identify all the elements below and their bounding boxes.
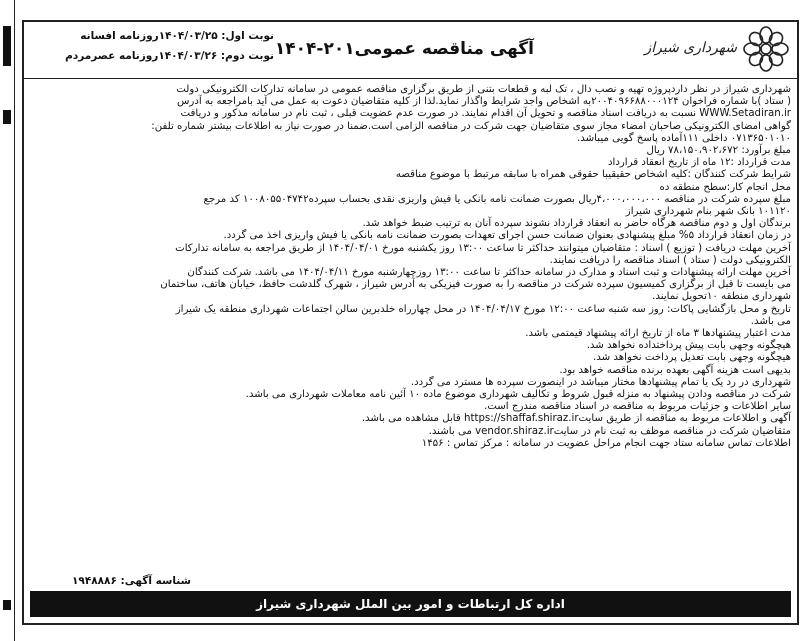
publication-turns <box>34 26 274 66</box>
body-line: شهرداری در رد یک یا تمام پیشنهادها مختار میباشد در اینصورت سپرده ها مسترد می گردد. <box>410 376 791 388</box>
body-line: برندگان اول و دوم مناقصه هرگاه حاضر به انعقاد قرارداد نشوند سپرده آنان به ترتیب ضبط خواهد شد. <box>362 218 791 230</box>
body-line: سایر اطلاعات و جزئیات مربوط به مناقصه در اسناد مناقصه مندرج است. <box>484 401 791 413</box>
body-line: الکترونیکی دولت ( ستاد ) اسناد مناقصه را دریافت نمایند. <box>549 254 791 266</box>
body-line: آخرین مهلت دریافت ( توزیع ) اسناد : متقاضیان میتوانند حداکثر تا ساعت ۱۳:۰۰ روز یکشنبه مورخ ۱۴۰۴/۰۴/۰۱ از طریق مراجعه به سامانه تدارکات <box>175 242 791 254</box>
body-line: آگهی و اطلاعات مربوط به مناقصه از طریق سایتhttps://shaffaf.shiraz.ir قابل مشاهده می باشد. <box>361 413 791 425</box>
edge-mark <box>3 600 11 610</box>
body-line: مدت اعتبار پیشنهادها ۳ ماه از تاریخ ارائه پیشنهاد قیمتمی باشد. <box>525 328 791 340</box>
body-line: می باشد. <box>750 315 791 327</box>
body-line: در زمان انعقاد قرارداد ۵% مبلغ پیشنهادی بعنوان ضمانت حسن اجرای تعهدات بصورت ضمانت نامه بانکی یا فیش واریزی اخذ می گردد. <box>223 230 791 242</box>
notice-number: شناسه آگهی: ۱۹۴۸۸۸۶ <box>72 575 191 587</box>
body-line: شهرداری منطقه ۱۰تحویل نمایند. <box>652 291 791 303</box>
edge-mark <box>3 26 11 66</box>
body-line: شرایط شرکت کنندگان :کلیه اشخاص حقیقیبا حقوقی همراه با سابقه مرتبط با موضوع مناقصه <box>395 169 791 181</box>
body-line: مبلغ سپرده شرکت در مناقصه ۴،۰۰۰،۰۰۰،۰۰۰ریال بصورت ضمانت نامه بانکی یا فیش واریزی نقدی بحساب سپرده۱۰۰۸۰۵۵۰۴۷۴۲ کد مرجع <box>203 193 791 205</box>
notice-header <box>24 22 797 79</box>
body-line: هیچگونه وجهی بابت تعدیل پرداخت نخواهد شد. <box>593 352 791 364</box>
body-line: مدت قرارداد :۱۲ ماه از تاریخ انعقاد قرارداد <box>607 157 791 169</box>
body-line: اطلاعات تماس سامانه ستاد جهت انجام مراحل عضویت در سامانه : مرکز تماس : ۱۴۵۶ <box>421 437 791 449</box>
logo-text: شهرداری شیراز <box>644 40 737 56</box>
body-line: ۱۰۱۱۲۰ بانک شهر بنام شهرداری شیراز <box>625 206 791 218</box>
page-edge-strip <box>0 0 15 641</box>
notice-title: آگهی مناقصه عمومی۲۰۱-۱۴۰۴ <box>274 39 534 59</box>
body-line: مبلغ برآورد: ۷۸،۱۵۰،۹۰۲،۶۷۲ ریال <box>646 145 791 157</box>
notice-body <box>30 84 791 450</box>
body-line: هیچگونه وجهی بابت پیش پرداختداده نخواهد شد. <box>586 340 791 352</box>
first-turn: نوبت اول: ۱۴۰۴/۰۳/۲۵روزنامه افسانه <box>80 30 274 42</box>
flower-emblem-icon <box>743 26 789 72</box>
body-line: ۰۷۱۳۶۵۰۱۰۱۰ داخلی ۱۱۱آماده پاسخ گویی میباشد. <box>577 132 791 144</box>
body-line: ( ستاد )با شماره فراخوان ۲۰۰۴۰۹۶۶۸۸۰۰۰۱۲۴به اشخاص واجد شرایط واگذار نماید.لذا از کلیه متقاضیان دعوت به عمل می آید بامراجعه به آدرس <box>176 96 791 108</box>
body-line: شهرداری شیراز در نظر داردپروژه تهیه و نصب دال ، تک لبه و قطعات بتنی از طریق برگزاری مناقصه عمومی در سامانه تدارکات الکترونیکی دولت <box>176 84 791 95</box>
body-line: بدیهی است هزینه آگهی بعهده برنده مناقصه خواهد بود. <box>559 364 791 376</box>
body-line: می بایست تا قبل از برگزاری کمیسیون سپرده شرکت در مناقصه را به صورت فیزیکی به آدرس شیراز ، شهرک گلدشت حافظ، خیابان هاتف، ساختمان <box>160 279 791 291</box>
edge-mark <box>3 110 11 124</box>
body-line: متقاضیان شرکت در مناقصه موظف به ثبت نام در سایتvendor.shiraz.ir می باشند. <box>428 425 791 437</box>
body-line: محل انجام کار:سطح منطقه ده <box>659 181 791 193</box>
body-line: تاریخ و محل بازگشایی پاکات: روز سه شنبه ساعت ۱۲:۰۰ مورخ ۱۴۰۴/۰۴/۱۷ در محل چهارراه خلدبرین سالن اجتماعات شهرداری منطقه یک شیراز <box>175 303 791 315</box>
body-line: گواهی امضای الکترونیکی صاحبان امضاء مجاز سوی متقاضیان جهت شرکت در مناقصه الزامی است.ضمنا در صورت نیاز به اطلاعات بیشتر شماره تلفن: <box>151 120 791 132</box>
body-line: WWW.Setadiran.ir نسبت به دریافت اسناد مناقصه و تحویل آن اقدام نمایند. در صورت عدم عضویت قبلی ، ثبت نام در سامانه مذکور و دریافت <box>180 108 791 120</box>
footer-banner: اداره کل ارتباطات و امور بین الملل شهرداری شیراز <box>30 591 791 617</box>
municipality-logo <box>644 26 789 72</box>
notice-frame <box>22 20 799 625</box>
second-turn: نوبت دوم: ۱۴۰۴/۰۳/۲۶روزنامه عصرمردم <box>65 50 274 62</box>
body-line: شرکت در مناقصه ودادن پیشنهاد به منزله قبول شروط و تکالیف شهرداری موضوع ماده ۱۰ آئین نامه معاملات شهرداری می باشد. <box>245 389 791 401</box>
body-line: آخرین مهلت ارائه پیشنهادات و ثبت اسناد و مدارک در سامانه حداکثر تا ساعت ۱۳:۰۰ روزچهارشنبه مورخ ۱۴۰۴/۰۴/۱۱ می باشد. شرکت کنندگان <box>187 267 791 279</box>
